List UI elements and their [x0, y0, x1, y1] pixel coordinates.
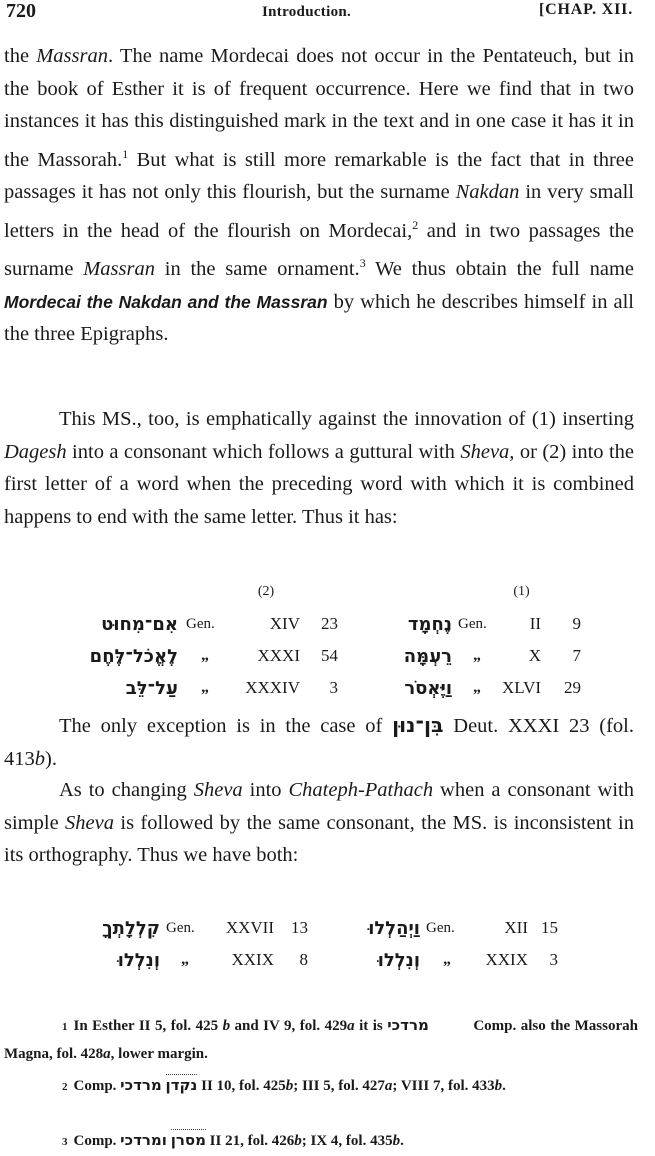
page-header [0, 0, 655, 26]
hebrew-surname: מסרן [170, 1131, 206, 1149]
text-run: As to changing [59, 779, 194, 801]
hebrew-word: רֵעְמָּה [403, 645, 452, 667]
text-run: into a consonant which follows a guttural with [66, 440, 461, 463]
hebrew-word: וַיֶּאְסֹר [404, 677, 452, 699]
verse-num: 15 [541, 918, 558, 937]
text-run: . [502, 1078, 506, 1094]
italic-letter: b [494, 1078, 503, 1094]
italic-letter: b [222, 1018, 231, 1034]
footnote-3 [4, 1127, 638, 1156]
footnote-ref[interactable]: 2 [412, 217, 419, 232]
text-run: The only exception is in the case of [59, 715, 393, 737]
verse-num: 23 [321, 614, 338, 633]
table-row [84, 640, 611, 672]
text-run: and IV 9, fol. 429 [230, 1018, 348, 1034]
text-run: II 10, fol. 425 [197, 1078, 286, 1094]
hebrew-word: אִם־מִחוּט [101, 613, 178, 635]
italic-letter: b [34, 747, 45, 770]
footnote-ref[interactable]: 1 [122, 146, 129, 161]
italic-letter: a [347, 1018, 355, 1034]
table-header-row [84, 576, 611, 608]
text-run: Comp. [73, 1078, 121, 1094]
text-run: or (2) into the first letter of a word when the preceding word with which it is combined happens to end with the same letter. Thus it has: [4, 440, 634, 528]
verse-num: 3 [329, 678, 338, 697]
running-title: Introduction. [262, 4, 352, 20]
chapter-num: XXIX [231, 950, 274, 969]
text-run: ; VIII 7, fol. 433 [392, 1078, 495, 1094]
italic-term: Sheva [193, 779, 243, 801]
chapter-num: XXVII [225, 918, 274, 937]
hebrew-word: בִּן־נוּן [392, 713, 444, 737]
italic-term: Massran [36, 45, 108, 67]
footnote-1 [4, 1012, 638, 1068]
italic-letter: b [294, 1133, 302, 1149]
text-run: . [400, 1133, 404, 1149]
chapter-num: XXXI [257, 646, 300, 665]
text-run: in the same ornament. [154, 258, 360, 281]
italic-letter: b [285, 1078, 294, 1094]
text-run: and in two passages the surname [4, 219, 634, 281]
hebrew-word: מרדכי [387, 1016, 429, 1034]
paragraph-exception [4, 709, 634, 775]
book-ref: Gen. [458, 615, 487, 632]
text-run: II 21, fol. 426 [205, 1133, 295, 1149]
italic-term: Dagesh [4, 440, 67, 463]
ditto-mark: „ [201, 679, 209, 696]
hebrew-word: קִלְלָתְךָ [102, 917, 160, 939]
text-run: ; IX 4, fol. 435 [301, 1133, 393, 1149]
hebrew-word: ומרדכי [120, 1131, 167, 1149]
text-run: the [4, 45, 37, 67]
text-run: ). [45, 747, 57, 770]
hebrew-word: מרדכי [120, 1076, 162, 1094]
ditto-mark: „ [443, 951, 451, 968]
italic-term: Sheva, [460, 440, 515, 463]
text-run: We thus obtain the full name [365, 258, 635, 281]
chapter-num: XIV [269, 614, 300, 633]
text-run: , lower margin. [110, 1046, 208, 1062]
chapter-label: [CHAP. XII. [539, 1, 633, 18]
footnote-ref[interactable]: 3 [359, 256, 366, 271]
book-ref: Gen. [166, 919, 195, 936]
verse-num: 54 [321, 646, 338, 665]
column-heading: (1) [513, 584, 530, 599]
hebrew-word: נֶחְמָד [407, 613, 452, 635]
verse-num: 29 [564, 678, 582, 697]
chateph-examples-table [84, 912, 558, 976]
chapter-num: II [529, 614, 542, 633]
text-run: into [242, 779, 289, 801]
text-run: by which he describes himself in all the three Epigraphs. [4, 290, 634, 346]
paragraph-dagesh [4, 403, 634, 533]
table-row [84, 944, 558, 976]
italic-term: Nakdan [455, 181, 520, 204]
text-run: is followed by the same consonant, the MS. is inconsistent in its orthography. Thus we have both: [4, 811, 634, 867]
text-run: when a consonant with simple [4, 779, 634, 834]
hebrew-word: וְנִלְלוּ [377, 949, 420, 971]
hebrew-word: עַל־לֵּב [125, 677, 178, 699]
hebrew-surname: נקדן [165, 1076, 198, 1094]
verse-num: 7 [572, 646, 582, 665]
dagesh-examples-table [84, 576, 611, 704]
footnote-2 [4, 1072, 638, 1101]
verse-num: 3 [549, 950, 558, 969]
verse-num: 9 [572, 614, 582, 633]
text-run: . The name Mordecai does not occur in the Pentateuch, but in the book of Esther it is of frequent occurrence. Here we find that in two instances it has this distinguished mark in the text and in one case it has it in the Massorah. [4, 45, 635, 171]
italic-letter: a [384, 1078, 393, 1094]
chapter-num: XXIX [485, 950, 528, 969]
footnote-mark: 3 [62, 1136, 68, 1148]
italic-letter: a [103, 1046, 111, 1062]
ditto-mark: „ [181, 951, 189, 968]
text-run: it is [354, 1018, 388, 1034]
footnote-mark: 2 [62, 1081, 68, 1093]
table-row [84, 912, 558, 944]
table-row [84, 672, 611, 704]
hebrew-word: וְנִלְלוּ [117, 949, 160, 971]
text-run: Comp. [73, 1133, 121, 1149]
table-row [84, 608, 611, 640]
chapter-num: XXXIV [245, 678, 300, 697]
ditto-mark: „ [473, 647, 481, 664]
book-ref: Gen. [426, 919, 455, 936]
book-ref: Gen. [186, 615, 215, 632]
emphasized-name: Mordecai the Nakdan and the Massran [4, 291, 328, 312]
chapter-num: XII [504, 918, 528, 937]
verse-num: 8 [299, 950, 308, 969]
column-heading: (2) [257, 584, 275, 599]
verse-num: 13 [291, 918, 308, 937]
footnote-mark: 1 [62, 1021, 68, 1033]
text-run: Deut. XXXI 23 (fol. 413 [4, 715, 634, 770]
text-run: This MS., too, is emphatically against the innovation of (1) inserting [59, 408, 634, 430]
italic-term: Chateph-Pathach [288, 779, 434, 801]
ditto-mark: „ [201, 647, 209, 664]
text-run: But what is still more remarkable is the fact that in three passages it has not only this flourish, but the surname [4, 148, 634, 204]
paragraph-chateph [4, 774, 634, 872]
text-run: ; III 5, fol. 427 [293, 1078, 385, 1094]
hebrew-word: לֶאֱכֹל־לֶּחֶם [89, 645, 178, 667]
text-run: in very small letters in the head of the flourish on Mordecai, [4, 181, 634, 242]
italic-term: Sheva [65, 811, 114, 834]
ditto-mark: „ [473, 679, 481, 696]
chapter-num: X [528, 646, 542, 665]
text-run: In Esther II 5, fol. 425 [73, 1018, 223, 1034]
text-run: Comp. also the Massorah Magna, fol. 428 [4, 1018, 638, 1062]
hebrew-word: וַיְהַלְלוּ [368, 917, 420, 939]
italic-letter: b [392, 1133, 401, 1149]
chapter-num: XLVI [502, 678, 542, 697]
paragraph-mordecai [4, 40, 634, 351]
page-number: 720 [6, 0, 36, 22]
italic-term: Massran [83, 258, 155, 281]
